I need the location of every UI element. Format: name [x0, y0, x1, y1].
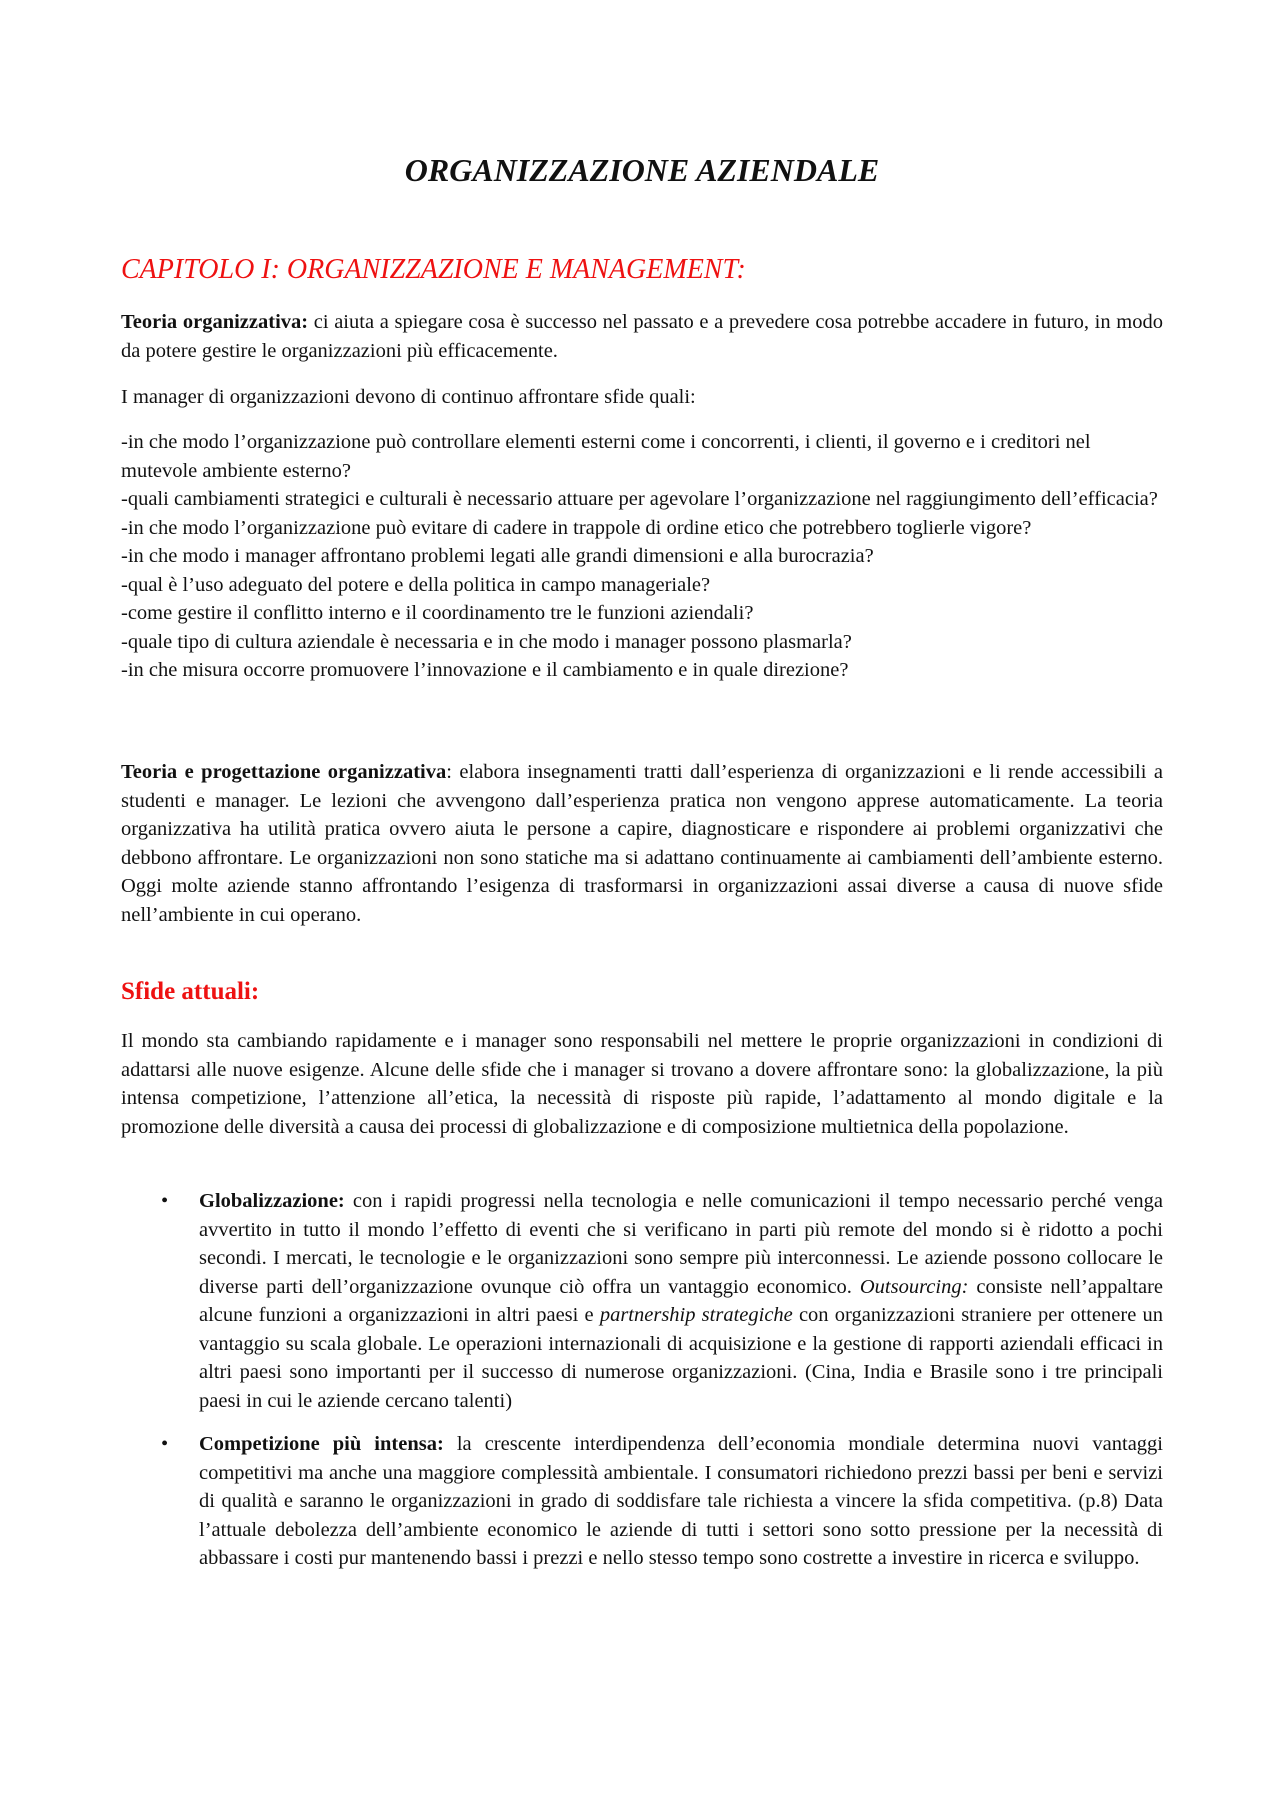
- term-teoria-organizzativa: Teoria organizzativa:: [121, 311, 309, 333]
- bullet-item-globalizzazione: [121, 1187, 1163, 1415]
- paragraph-teoria-progettazione: [121, 758, 1163, 929]
- paragraph-sfide-attuali: Il mondo sta cambiando rapidamente e i manager sono responsabili nel mettere le proprie organizzazioni in condizioni di adattarsi alle nuove esigenze. Alcune delle sfide che i manager si trovano a dovere affrontare sono: la globalizzazione, la più intensa competizione, l’attenzione all’etica, la necessità di risposte più rapide, l’adattamento al mondo digitale e la promozione delle diversità a causa dei processi di globalizzazione e di composizione multietnica della popolazione.: [121, 1030, 1163, 1138]
- term-outsourcing: Outsourcing:: [859, 1275, 969, 1298]
- paragraph-text: : elabora insegnamenti tratti dall’esperienza di organizzazioni e li rende accessibili a studenti e manager. Le lezioni che avvengono dall’esperienza pratica non vengono apprese automaticamente. La teoria organizzativa ha utilità pratica ovvero aiuta le persone a capire, diagnosticare e rispondere ai problemi organizzativi che debbono affrontare. Le organizzazioni non sono statiche ma si adattano continuamente ai cambiamenti dell’ambiente esterno. Oggi molte aziende stanno affrontando l’esigenza di trasformarsi in organizzazioni assai diverse a causa di nuove sfide nell’ambiente in cui operano.: [121, 761, 1163, 926]
- term-globalizzazione: Globalizzazione:: [199, 1190, 345, 1212]
- bullet-item-competizione: [121, 1430, 1163, 1573]
- list-item: -in che modo i manager affrontano problemi legati alle grandi dimensioni e alla burocrazia?: [121, 545, 874, 567]
- bullet-text: con organizzazioni straniere per ottenere un vantaggio su scala globale. Le operazioni internazionali di acquisizione e la gestione di rapporti aziendali efficaci in altri paesi sono importanti per il successo di numerose organizzazioni. (Cina, India e Brasile sono i tre principali paesi in cui le aziende cercano talenti): [199, 1304, 1164, 1412]
- bullet-text: consiste nell’appaltare alcune funzioni a organizzazioni in altri paesi e: [199, 1275, 1163, 1326]
- bullet-list: [121, 1187, 1163, 1573]
- list-item: -quali cambiamenti strategici e culturali è necessario attuare per agevolare l’organizzazione nel raggiungimento dell’efficacia?: [121, 488, 1158, 510]
- bullet-text: la crescente interdipendenza dell’economia mondiale determina nuovi vantaggi competitivi ma anche una maggiore complessità ambientale. I consumatori richiedono prezzi bassi per beni e servizi di qualità e saranno le organizzazioni in grado di soddisfare tale richiesta a vincere la sfida competitiva. (p.8) Data l’attuale debolezza dell’ambiente economico le aziende di tutti i settori sono sotto pressione per la necessità di abbassare i costi pur mantenendo bassi i prezzi e nello stesso tempo sono costrette a investire in ricerca e sviluppo.: [199, 1433, 1163, 1569]
- bullet-text: con i rapidi progressi nella tecnologia e nelle comunicazioni il tempo necessario perché venga avvertito in tutto il mondo l’effetto di eventi che si verificano in parti più remote del mondo si è ridotto a pochi secondi. I mercati, le tecnologie e le organizzazioni sono sempre più interconnessi. Le aziende possono collocare le diverse parti dell’organizzazione ovunque ciò offra un vantaggio economico.: [199, 1190, 1163, 1298]
- paragraph-text: ci aiuta a spiegare cosa è successo nel passato e a prevedere cosa potrebbe accadere in futuro, in modo da potere gestire le organizzazioni più efficacemente.: [121, 311, 1163, 362]
- bullet-icon: •: [161, 1190, 169, 1212]
- bullet-icon: •: [161, 1433, 169, 1455]
- paragraph-intro-sfide: I manager di organizzazioni devono di continuo affrontare sfide quali:: [121, 386, 696, 408]
- paragraph-teoria-organizzativa: [121, 308, 1163, 365]
- questions-list: [121, 428, 1163, 685]
- chapter-heading: CAPITOLO I: ORGANIZZAZIONE E MANAGEMENT:: [121, 254, 746, 285]
- term-teoria-progettazione: Teoria e progettazione organizzativa: [121, 761, 447, 783]
- list-item: -qual è l’uso adeguato del potere e della politica in campo manageriale?: [121, 573, 711, 596]
- section-heading-sfide-attuali: Sfide attuali:: [121, 978, 260, 1005]
- list-item: -in che modo l’organizzazione può controllare elementi esterni come i concorrenti, i clienti, il governo e i creditori nel mutevole ambiente esterno?: [121, 431, 1091, 482]
- document-title: ORGANIZZAZIONE AZIENDALE: [404, 152, 880, 188]
- term-partnership: partnership strategiche: [599, 1304, 793, 1326]
- list-item: -in che modo l’organizzazione può evitare di cadere in trappole di ordine etico che potrebbero toglierle vigore?: [121, 516, 1032, 539]
- term-competizione: Competizione più intensa:: [199, 1433, 444, 1455]
- list-item: -quale tipo di cultura aziendale è necessaria e in che modo i manager possono plasmarla?: [121, 630, 852, 653]
- list-item: -in che misura occorre promuovere l’innovazione e il cambiamento e in quale direzione?: [121, 659, 849, 681]
- list-item: -come gestire il conflitto interno e il coordinamento tre le funzioni aziendali?: [121, 602, 754, 624]
